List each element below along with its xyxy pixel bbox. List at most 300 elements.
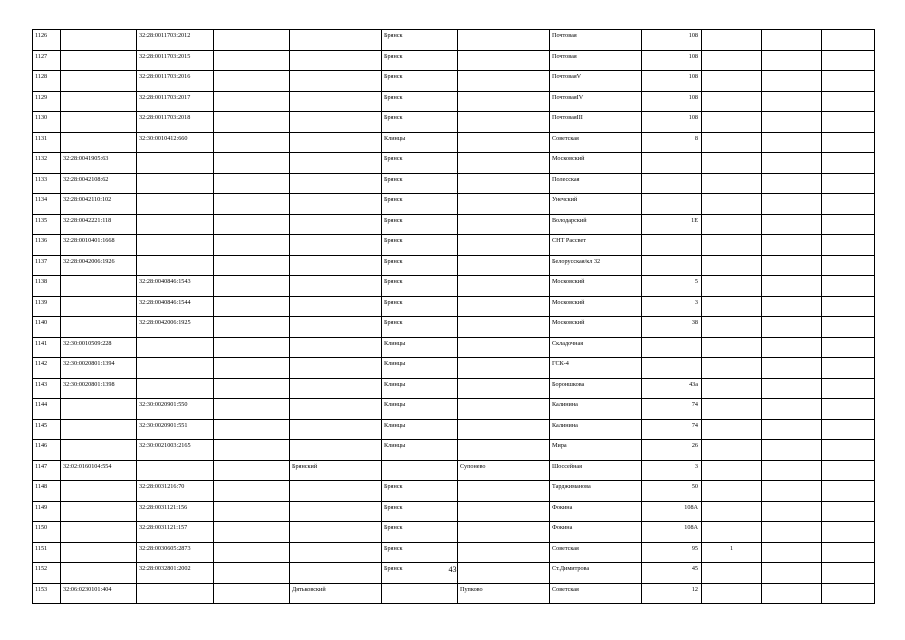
cell-row-number: 1150 [33,522,61,543]
cell-district [290,91,382,112]
cell-city: Брянск [382,255,458,276]
cell-column-4 [214,194,290,215]
cell-cadastral-number-land: 32:28:0042108:62 [61,173,137,194]
cell-settlement [458,255,550,276]
cell-cadastral-number-land [61,91,137,112]
cell-cadastral-number-land [61,542,137,563]
cell-street: Московский [550,276,642,297]
cell-street: Унечский [550,194,642,215]
cell-cadastral-number-land: 32:30:0020801:1394 [61,358,137,379]
cell-column-10: 1 [702,542,762,563]
cell-street: Тарджиманова [550,481,642,502]
cell-column-10 [702,50,762,71]
cell-street: ПочтоваяIV [550,91,642,112]
cell-district [290,214,382,235]
cell-column-10 [702,235,762,256]
cell-city: Клинцы [382,337,458,358]
cell-column-12 [822,112,875,133]
cell-city: Брянск [382,563,458,584]
cell-house-number [642,358,702,379]
cell-district [290,132,382,153]
cell-column-12 [822,399,875,420]
table-row [33,71,875,92]
cell-column-11 [762,214,822,235]
cell-column-4 [214,440,290,461]
cell-district [290,235,382,256]
table-row [33,542,875,563]
cell-row-number: 1153 [33,583,61,604]
cell-column-4 [214,30,290,51]
cell-street: Московский [550,153,642,174]
cell-city: Брянск [382,30,458,51]
cell-cadastral-number-land: 32:28:0042221:118 [61,214,137,235]
cell-cadastral-number-land: 32:28:0042006:1926 [61,255,137,276]
cell-row-number: 1137 [33,255,61,276]
table-row [33,132,875,153]
cell-city: Брянск [382,112,458,133]
cell-street: Калинина [550,399,642,420]
cell-column-12 [822,583,875,604]
cell-cadastral-number-building [137,583,214,604]
cell-column-12 [822,173,875,194]
cell-district [290,317,382,338]
cell-column-11 [762,296,822,317]
cell-column-4 [214,419,290,440]
cell-street: Мира [550,440,642,461]
cell-column-10 [702,214,762,235]
cell-cadastral-number-building [137,173,214,194]
cell-district [290,194,382,215]
table-row [33,583,875,604]
cell-street: ГСК-4 [550,358,642,379]
cell-street: Полесская [550,173,642,194]
cell-house-number: 26 [642,440,702,461]
table-row [33,153,875,174]
cell-city: Брянск [382,194,458,215]
cell-house-number: 108А [642,501,702,522]
cell-row-number: 1145 [33,419,61,440]
cell-cadastral-number-building [137,194,214,215]
cell-cadastral-number-building: 32:30:0010412:660 [137,132,214,153]
cell-column-12 [822,30,875,51]
cell-house-number [642,337,702,358]
table-row [33,317,875,338]
cell-cadastral-number-building: 32:28:0040846:1544 [137,296,214,317]
cell-cadastral-number-land: 32:06:0230101:404 [61,583,137,604]
cell-house-number [642,255,702,276]
table-row [33,481,875,502]
table-body [33,30,875,604]
cell-cadastral-number-land: 32:30:0020801:1398 [61,378,137,399]
cell-house-number: 108 [642,112,702,133]
table-row [33,214,875,235]
cell-column-12 [822,358,875,379]
cell-row-number: 1147 [33,460,61,481]
cell-cadastral-number-building [137,378,214,399]
registry-table [32,29,875,604]
cell-column-4 [214,542,290,563]
cell-column-11 [762,481,822,502]
cell-row-number: 1143 [33,378,61,399]
cell-cadastral-number-land [61,30,137,51]
cell-column-11 [762,132,822,153]
cell-column-10 [702,91,762,112]
cell-column-11 [762,50,822,71]
cell-column-10 [702,112,762,133]
cell-column-11 [762,235,822,256]
cell-city: Клинцы [382,358,458,379]
table-row [33,91,875,112]
cell-cadastral-number-building: 32:28:0031121:157 [137,522,214,543]
cell-column-11 [762,460,822,481]
cell-column-4 [214,317,290,338]
cell-column-12 [822,276,875,297]
cell-column-12 [822,419,875,440]
cell-cadastral-number-land [61,71,137,92]
cell-cadastral-number-building: 32:28:0042006:1925 [137,317,214,338]
cell-column-12 [822,214,875,235]
cell-house-number: 3 [642,296,702,317]
cell-house-number: 108 [642,71,702,92]
cell-column-12 [822,378,875,399]
table-row [33,460,875,481]
cell-street: Советская [550,132,642,153]
cell-column-12 [822,460,875,481]
cell-street: Шоссейная [550,460,642,481]
cell-column-4 [214,112,290,133]
cell-district [290,30,382,51]
table-row [33,112,875,133]
cell-settlement [458,501,550,522]
cell-cadastral-number-building: 32:28:0040846:1543 [137,276,214,297]
cell-settlement [458,214,550,235]
cell-district [290,522,382,543]
cell-city: Клинцы [382,132,458,153]
cell-column-4 [214,481,290,502]
cell-cadastral-number-building: 32:28:0011703:2012 [137,30,214,51]
cell-house-number: 108 [642,50,702,71]
cell-city: Клинцы [382,378,458,399]
cell-column-4 [214,71,290,92]
cell-city: Брянск [382,481,458,502]
cell-house-number [642,235,702,256]
cell-cadastral-number-building: 32:28:0031216:70 [137,481,214,502]
cell-district [290,399,382,420]
cell-column-10 [702,337,762,358]
cell-column-12 [822,440,875,461]
cell-cadastral-number-land [61,112,137,133]
table-row [33,522,875,543]
page-number: 43 [448,565,457,574]
cell-column-11 [762,399,822,420]
cell-cadastral-number-land: 32:28:0041905:63 [61,153,137,174]
cell-settlement: Пупково [458,583,550,604]
cell-district [290,378,382,399]
cell-house-number: 12 [642,583,702,604]
cell-settlement [458,50,550,71]
cell-column-10 [702,522,762,543]
cell-cadastral-number-land [61,522,137,543]
cell-row-number: 1129 [33,91,61,112]
cell-city: Брянск [382,276,458,297]
cell-district [290,112,382,133]
cell-row-number: 1134 [33,194,61,215]
cell-house-number: 108А [642,522,702,543]
cell-row-number: 1135 [33,214,61,235]
cell-column-12 [822,194,875,215]
cell-column-10 [702,255,762,276]
cell-column-11 [762,501,822,522]
cell-settlement [458,173,550,194]
cell-column-4 [214,583,290,604]
cell-street: Складочная [550,337,642,358]
cell-column-10 [702,132,762,153]
cell-city [382,583,458,604]
cell-column-11 [762,378,822,399]
cell-column-11 [762,358,822,379]
cell-cadastral-number-land: 32:02:0160104:554 [61,460,137,481]
cell-column-12 [822,337,875,358]
cell-district [290,501,382,522]
cell-cadastral-number-land: 32:28:0042110:102 [61,194,137,215]
cell-house-number [642,173,702,194]
table-row [33,30,875,51]
cell-column-10 [702,71,762,92]
cell-column-10 [702,153,762,174]
cell-cadastral-number-building [137,337,214,358]
cell-settlement [458,358,550,379]
cell-house-number [642,194,702,215]
cell-row-number: 1141 [33,337,61,358]
cell-row-number: 1138 [33,276,61,297]
cell-column-4 [214,460,290,481]
cell-cadastral-number-land: 32:30:0010509:228 [61,337,137,358]
cell-street: Советская [550,542,642,563]
cell-column-10 [702,296,762,317]
cell-column-11 [762,91,822,112]
cell-house-number: 74 [642,419,702,440]
cell-city: Брянск [382,317,458,338]
cell-column-4 [214,276,290,297]
cell-column-10 [702,419,762,440]
cell-house-number: 95 [642,542,702,563]
cell-row-number: 1132 [33,153,61,174]
cell-street: Бороншкова [550,378,642,399]
cell-house-number: 1Е [642,214,702,235]
cell-settlement [458,30,550,51]
cell-column-11 [762,522,822,543]
table-row [33,255,875,276]
cell-settlement [458,153,550,174]
cell-column-12 [822,132,875,153]
cell-cadastral-number-land [61,481,137,502]
cell-district: Брянский [290,460,382,481]
cell-settlement [458,317,550,338]
cell-settlement [458,112,550,133]
cell-column-4 [214,173,290,194]
cell-column-11 [762,255,822,276]
cell-column-11 [762,71,822,92]
cell-district [290,358,382,379]
cell-column-10 [702,378,762,399]
cell-cadastral-number-building: 32:30:0021003:2165 [137,440,214,461]
cell-cadastral-number-building [137,255,214,276]
cell-cadastral-number-land [61,132,137,153]
cell-column-4 [214,522,290,543]
cell-column-10 [702,317,762,338]
cell-column-4 [214,378,290,399]
cell-house-number: 5 [642,276,702,297]
cell-column-10 [702,501,762,522]
cell-column-10 [702,276,762,297]
cell-column-10 [702,358,762,379]
cell-street: Белорусская/кл 32 [550,255,642,276]
cell-house-number: 108 [642,30,702,51]
cell-column-11 [762,583,822,604]
cell-row-number: 1151 [33,542,61,563]
cell-row-number: 1149 [33,501,61,522]
cell-settlement [458,91,550,112]
cell-column-4 [214,153,290,174]
cell-cadastral-number-building [137,460,214,481]
cell-street: Московский [550,317,642,338]
cell-column-11 [762,30,822,51]
cell-cadastral-number-building: 32:28:0011703:2016 [137,71,214,92]
cell-street: Фокина [550,522,642,543]
cell-row-number: 1126 [33,30,61,51]
cell-district [290,255,382,276]
cell-city: Брянск [382,214,458,235]
cell-column-4 [214,132,290,153]
cell-row-number: 1146 [33,440,61,461]
cell-house-number: 50 [642,481,702,502]
cell-column-10 [702,173,762,194]
cell-district [290,173,382,194]
cell-street: ПочтоваяV [550,71,642,92]
cell-city: Брянск [382,153,458,174]
cell-house-number: 45 [642,563,702,584]
cell-column-11 [762,317,822,338]
cell-settlement [458,399,550,420]
cell-column-11 [762,337,822,358]
cell-street: Фокина [550,501,642,522]
cell-cadastral-number-building [137,358,214,379]
cell-district [290,296,382,317]
cell-column-11 [762,440,822,461]
cell-column-11 [762,153,822,174]
cell-city: Брянск [382,235,458,256]
cell-row-number: 1152 [33,563,61,584]
cell-house-number: 3 [642,460,702,481]
cell-city: Брянск [382,173,458,194]
table-row [33,173,875,194]
cell-settlement [458,481,550,502]
cell-district [290,440,382,461]
cell-column-11 [762,173,822,194]
cell-column-10 [702,481,762,502]
cell-settlement: Супонево [458,460,550,481]
table-row [33,378,875,399]
cell-row-number: 1144 [33,399,61,420]
cell-column-4 [214,91,290,112]
cell-row-number: 1142 [33,358,61,379]
cell-column-12 [822,317,875,338]
cell-cadastral-number-building: 32:28:0011703:2017 [137,91,214,112]
cell-cadastral-number-land [61,276,137,297]
cell-house-number: 108 [642,91,702,112]
cell-column-12 [822,255,875,276]
cell-cadastral-number-building [137,153,214,174]
cell-settlement [458,337,550,358]
cell-house-number: 43а [642,378,702,399]
cell-cadastral-number-land [61,50,137,71]
cell-settlement [458,132,550,153]
cell-column-11 [762,112,822,133]
cell-column-12 [822,153,875,174]
cell-column-4 [214,255,290,276]
cell-cadastral-number-land [61,296,137,317]
cell-city: Брянск [382,522,458,543]
cell-street: Калинина [550,419,642,440]
cell-city: Брянск [382,296,458,317]
cell-cadastral-number-building: 32:30:0020901:550 [137,399,214,420]
cell-district [290,481,382,502]
cell-street: Московский [550,296,642,317]
cell-cadastral-number-building [137,235,214,256]
cell-city [382,460,458,481]
cell-cadastral-number-building [137,214,214,235]
cell-column-10 [702,440,762,461]
cell-settlement [458,71,550,92]
cell-district: Дятьковский [290,583,382,604]
cell-row-number: 1136 [33,235,61,256]
cell-column-12 [822,50,875,71]
cell-street: Почтовая [550,30,642,51]
cell-column-12 [822,91,875,112]
cell-column-4 [214,501,290,522]
cell-column-11 [762,542,822,563]
cell-settlement [458,194,550,215]
cell-district [290,337,382,358]
cell-street: СНТ Рассвет [550,235,642,256]
cell-street: Почтовая [550,50,642,71]
cell-row-number: 1127 [33,50,61,71]
cell-settlement [458,235,550,256]
cell-settlement [458,440,550,461]
cell-cadastral-number-land [61,419,137,440]
cell-column-12 [822,235,875,256]
cell-district [290,153,382,174]
table-row [33,501,875,522]
cell-row-number: 1131 [33,132,61,153]
cell-column-12 [822,522,875,543]
cell-city: Брянск [382,91,458,112]
cell-street: ПочтоваяIII [550,112,642,133]
cell-column-11 [762,419,822,440]
cell-column-12 [822,501,875,522]
cell-row-number: 1148 [33,481,61,502]
cell-cadastral-number-building: 32:28:0011703:2015 [137,50,214,71]
cell-settlement [458,276,550,297]
cell-district [290,276,382,297]
cell-row-number: 1139 [33,296,61,317]
cell-column-4 [214,399,290,420]
cell-column-12 [822,296,875,317]
cell-column-12 [822,71,875,92]
cell-column-10 [702,399,762,420]
cell-district [290,71,382,92]
table-row [33,419,875,440]
